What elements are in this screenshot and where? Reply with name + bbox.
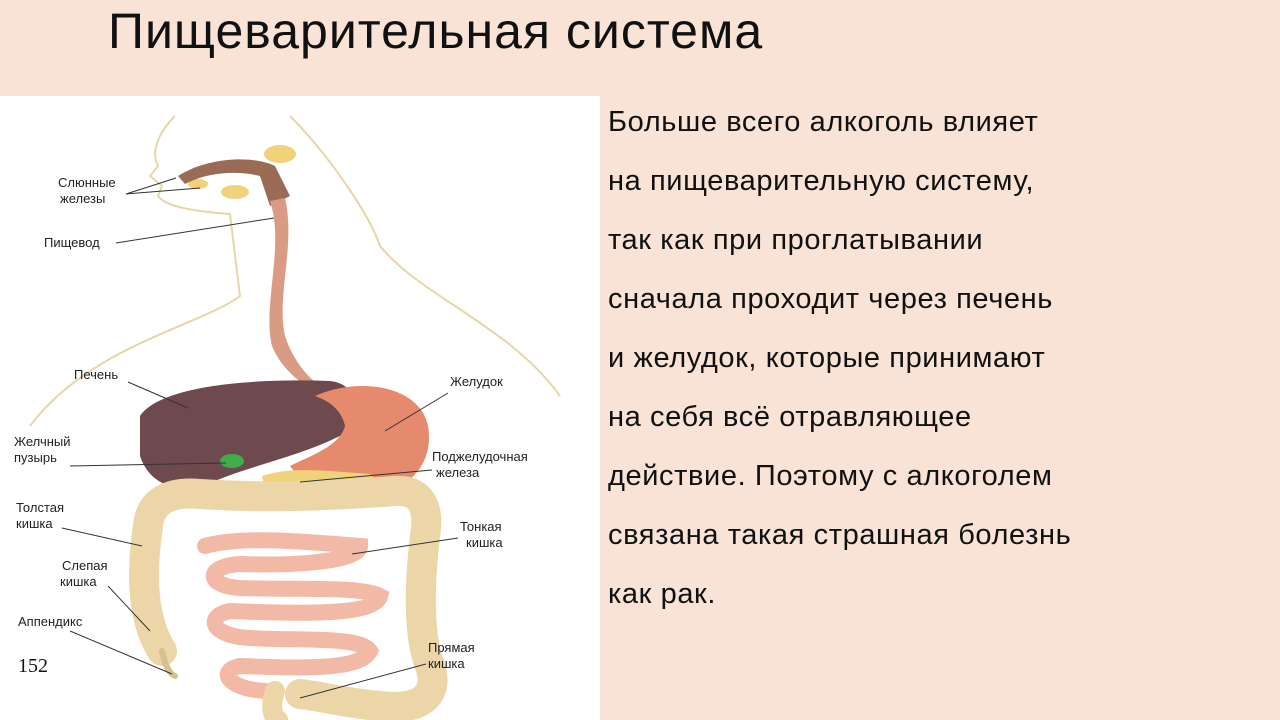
salivary-gland	[264, 145, 296, 163]
label-salivary-2: железы	[60, 191, 106, 206]
small-intestine	[205, 540, 380, 691]
label-small-intestine-1: Тонкая	[460, 519, 502, 534]
esophagus	[269, 198, 325, 396]
label-gallbladder-2: пузырь	[14, 450, 57, 465]
label-pancreas-2: железа	[436, 465, 480, 480]
body-line: связана такая страшная болезнь	[608, 519, 1072, 551]
label-cecum-1: Слепая	[62, 558, 108, 573]
body-line: на пищеварительную систему,	[608, 165, 1035, 197]
label-small-intestine-2: кишка	[466, 535, 503, 550]
label-stomach: Желудок	[450, 374, 503, 389]
body-line: сначала проходит через печень	[608, 283, 1053, 315]
body-line: действие. Поэтому с алкоголем	[608, 460, 1053, 492]
body-line: так как при проглатывании	[608, 224, 984, 256]
label-gallbladder-1: Желчный	[14, 434, 71, 449]
slide-title: Пищеварительная система	[108, 3, 764, 59]
label-liver: Печень	[74, 367, 119, 382]
label-colon-1: Толстая	[16, 500, 65, 515]
label-salivary-1: Слюнные	[58, 175, 116, 190]
label-rectum-1: Прямая	[428, 640, 475, 655]
label-pancreas-1: Поджелудочная	[432, 449, 528, 464]
slide-body-text	[608, 100, 1268, 631]
label-cecum-2: кишка	[60, 574, 97, 589]
label-colon-2: кишка	[16, 516, 53, 531]
gallbladder	[220, 454, 244, 468]
digestive-system-diagram	[0, 96, 600, 720]
body-line: Больше всего алкоголь влияет	[608, 106, 1039, 138]
body-line: на себя всё отравляющее	[608, 401, 972, 433]
label-rectum-2: кишка	[428, 656, 465, 671]
body-line: и желудок, которые принимают	[608, 342, 1046, 374]
rectum	[272, 691, 278, 720]
label-esophagus: Пищевод	[44, 235, 100, 250]
page-number: 152	[18, 655, 48, 677]
body-line: как рак.	[608, 578, 716, 610]
label-appendix: Аппендикс	[18, 614, 83, 629]
salivary-gland	[221, 185, 249, 199]
